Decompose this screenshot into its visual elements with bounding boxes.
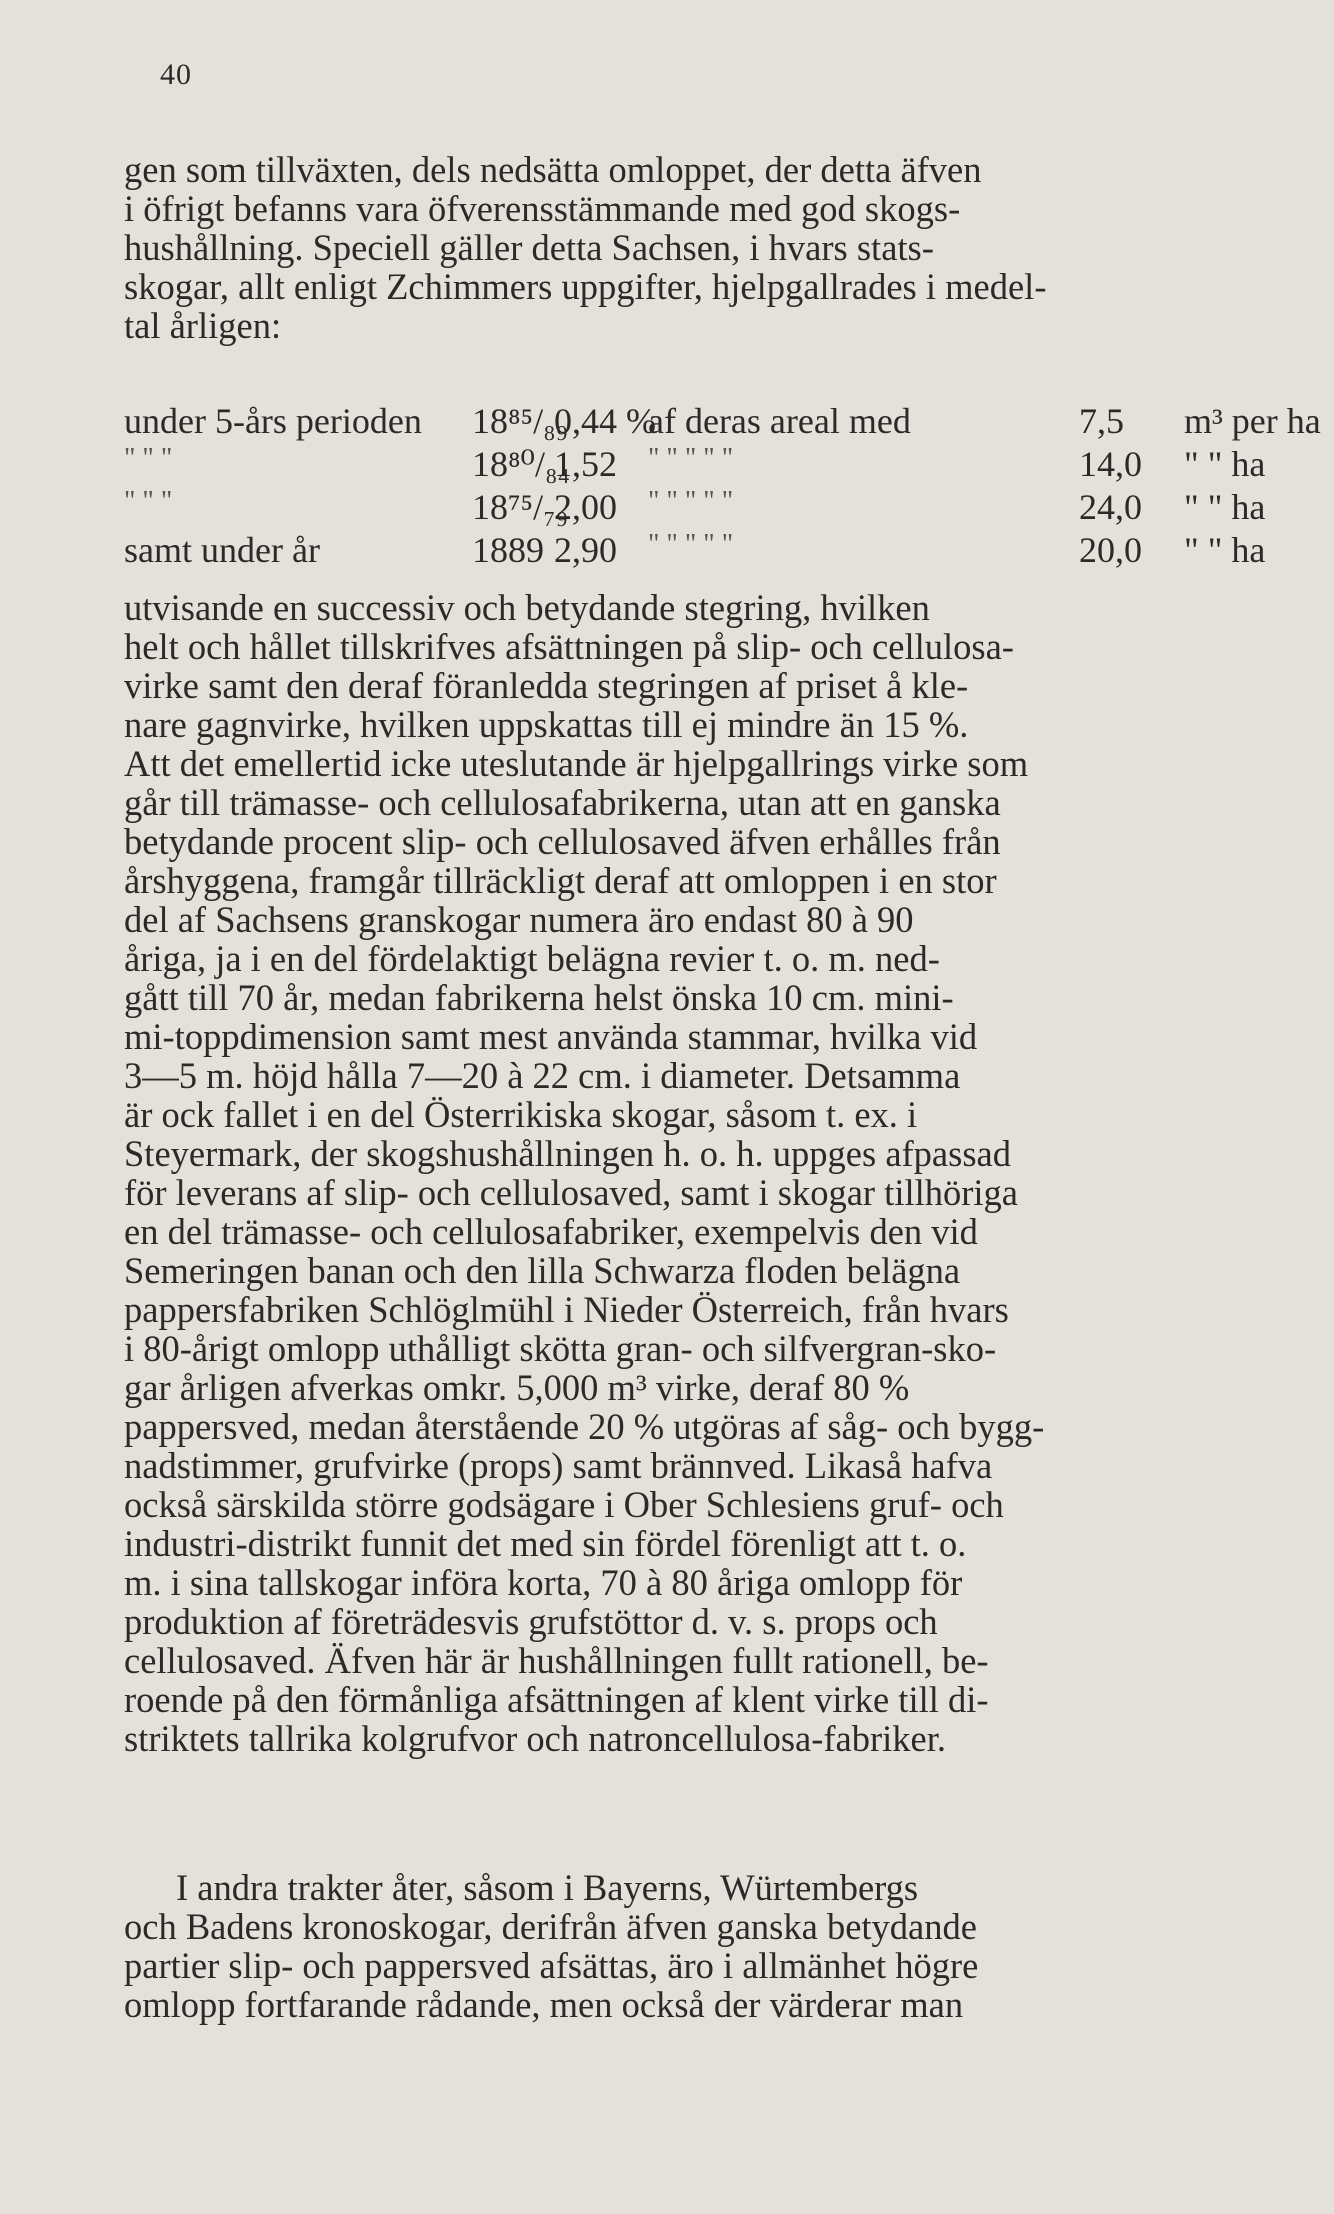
row-label: " " ": [124, 443, 173, 474]
text-line: årshyggena, framgår tillräckligt deraf att omloppen i en stor: [124, 860, 997, 901]
row-unit: " " ha: [1184, 487, 1266, 527]
text-line: m. i sina tallskogar införa korta, 70 à 80 åriga omlopp för: [124, 1562, 963, 1603]
table-row: [124, 529, 1266, 572]
text-line: mi-toppdimension samt mest använda stammar, hvilka vid: [124, 1016, 978, 1057]
text-line: utvisande en successiv och betydande stegring, hvilken: [124, 587, 930, 628]
page-number: 40: [160, 58, 192, 91]
text-line: nadstimmer, grufvirke (props) samt brännved. Likaså hafva: [124, 1445, 993, 1486]
text-line: roende på den förmånliga afsättningen af klent virke till di-: [124, 1679, 989, 1720]
text-line: 3—5 m. höjd hålla 7—20 à 22 cm. i diameter. Detsamma: [124, 1055, 961, 1096]
row-unit: m³ per ha: [1184, 401, 1321, 441]
text-line: betydande procent slip- och cellulosaved äfven erhålles från: [124, 821, 1001, 862]
row-unit: " " ha: [1184, 530, 1266, 570]
text-line: pappersfabriken Schlöglmühl i Nieder Österreich, från hvars: [124, 1289, 1009, 1330]
text-line: gar årligen afverkas omkr. 5,000 m³ virke, deraf 80 %: [124, 1367, 910, 1408]
table-row: [124, 486, 1266, 529]
text-line: är ock fallet i en del Österrikiska skogar, såsom t. ex. i: [124, 1094, 918, 1135]
text-line: gått till 70 år, medan fabrikerna helst önska 10 cm. mini-: [124, 977, 954, 1018]
table-row: [124, 400, 1321, 443]
row-percent: 2,90: [554, 530, 617, 570]
closing-paragraph: [124, 1868, 1244, 2024]
table-row: [124, 443, 1266, 486]
row-text: af deras areal med: [648, 401, 911, 441]
intro-paragraph: [124, 150, 1244, 345]
text-line: i 80-årigt omlopp uthålligt skötta gran- och silfvergran-sko-: [124, 1328, 997, 1369]
row-text: " " " " ": [648, 486, 734, 517]
main-paragraph: [124, 588, 1244, 1758]
text-line: pappersved, medan återstående 20 % utgöras af såg- och bygg-: [124, 1406, 1045, 1447]
row-unit: " " ha: [1184, 444, 1266, 484]
text-line: del af Sachsens granskogar numera äro endast 80 à 90: [124, 899, 914, 940]
text-line: hushållning. Speciell gäller detta Sachsen, i hvars stats-: [124, 227, 934, 268]
text-line: för leverans af slip- och cellulosaved, samt i skogar tillhöriga: [124, 1172, 1018, 1213]
text-line: Semeringen banan och den lilla Schwarza floden belägna: [124, 1250, 961, 1291]
row-percent: 0,44 %: [554, 401, 656, 441]
row-period: 18⁸⁵/₈₉: [472, 401, 569, 441]
text-line: i öfrigt befanns vara öfverensstämmande med god skogs-: [124, 188, 961, 229]
text-line: och Badens kronoskogar, derifrån äfven ganska betydande: [124, 1906, 977, 1947]
row-label: under 5-års perioden: [124, 401, 422, 441]
text-line: produktion af företrädesvis grufstöttor d. v. s. props och: [124, 1601, 938, 1642]
text-line: skogar, allt enligt Zchimmers uppgifter, hjelpgallrades i medel-: [124, 266, 1047, 307]
row-volume: 14,0: [1079, 444, 1142, 484]
row-period: 18⁷⁵/₇₉: [472, 487, 569, 527]
row-volume: 7,5: [1079, 401, 1124, 441]
text-line: nare gagnvirke, hvilken uppskattas till ej mindre än 15 %.: [124, 704, 969, 745]
row-label: " " ": [124, 486, 173, 517]
text-line: Steyermark, der skogshushållningen h. o. h. uppges afpassad: [124, 1133, 1011, 1174]
text-line: gen som tillväxten, dels nedsätta omloppet, der detta äfven: [124, 149, 982, 190]
text-line: cellulosaved. Äfven här är hushållningen fullt rationell, be-: [124, 1640, 989, 1681]
row-percent: 1,52: [554, 444, 617, 484]
row-text: " " " " ": [648, 443, 734, 474]
text-line: en del trämasse- och cellulosafabriker, exempelvis den vid: [124, 1211, 978, 1252]
text-line: striktets tallrika kolgrufvor och natroncellulosa-fabriker.: [124, 1718, 946, 1759]
text-line: åriga, ja i en del fördelaktigt belägna revier t. o. m. ned-: [124, 938, 940, 979]
row-volume: 24,0: [1079, 487, 1142, 527]
text-line: går till trämasse- och cellulosafabrikerna, utan att en ganska: [124, 782, 1001, 823]
text-line: industri-distrikt funnit det med sin fördel förenligt att t. o.: [124, 1523, 967, 1564]
text-line: virke samt den deraf föranledda stegringen af priset å kle-: [124, 665, 969, 706]
text-line: partier slip- och pappersved afsättas, äro i allmänhet högre: [124, 1945, 979, 1986]
text-line: I andra trakter åter, såsom i Bayerns, Würtembergs: [176, 1867, 919, 1908]
row-volume: 20,0: [1079, 530, 1142, 570]
row-period: 1889: [472, 530, 544, 570]
text-line: omlopp fortfarande rådande, men också der värderar man: [124, 1984, 964, 2025]
text-line: Att det emellertid icke uteslutande är hjelpgallrings virke som: [124, 743, 1029, 784]
text-line: också särskilda större godsägare i Ober Schlesiens gruf- och: [124, 1484, 1004, 1525]
text-line: tal årligen:: [124, 305, 282, 346]
text-line: helt och hållet tillskrifves afsättningen på slip- och cellulosa-: [124, 626, 1014, 667]
statistics-table: [124, 400, 1321, 572]
row-percent: 2,00: [554, 487, 617, 527]
row-text: " " " " ": [648, 529, 734, 560]
row-label: samt under år: [124, 530, 320, 570]
row-period: 18⁸⁰/₈₄: [472, 444, 571, 484]
